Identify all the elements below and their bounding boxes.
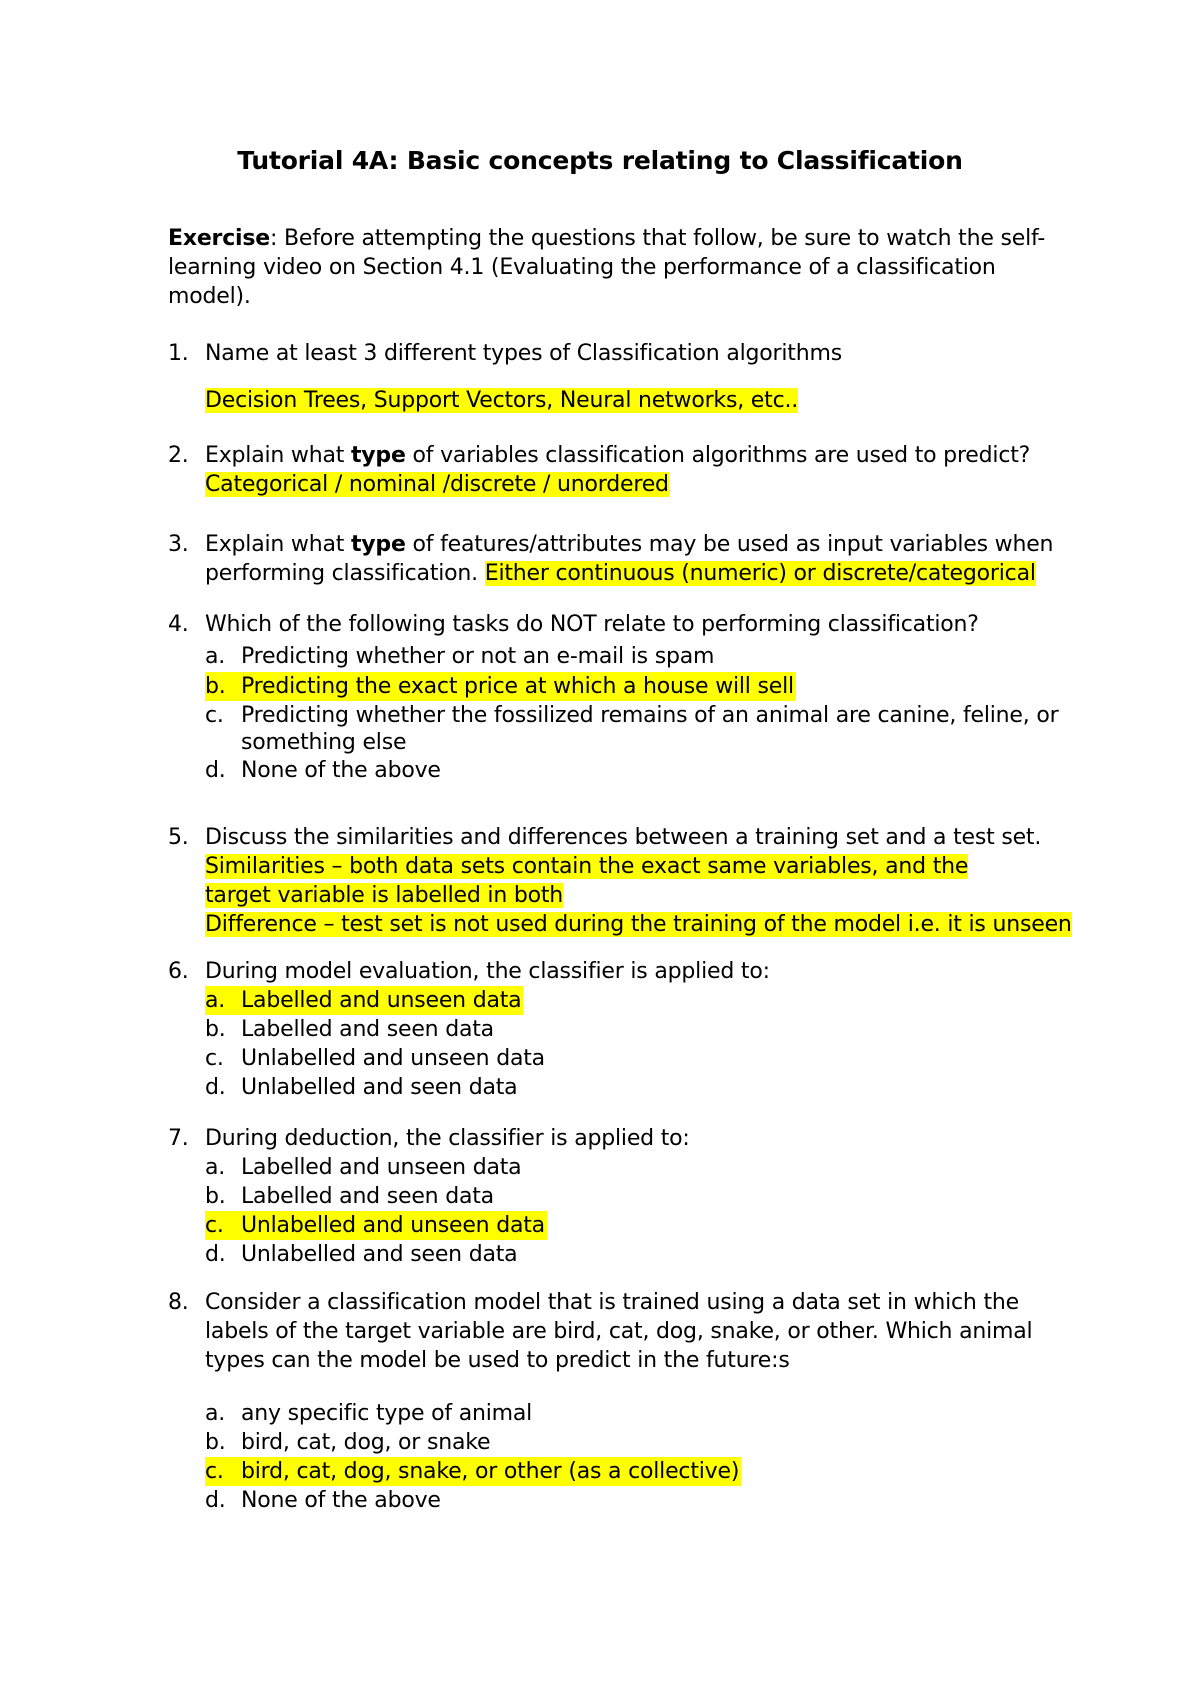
option-letter: b. [205,1017,226,1042]
option-text: bird, cat, dog, or snake [241,1430,491,1455]
question-text: Which of the following tasks do NOT relate to performing classification? [205,612,979,637]
question-text [205,441,1088,470]
option-d [205,1073,1088,1102]
option-a [205,642,1088,672]
option-letter: d. [205,1242,226,1267]
question-number: 2. [168,443,189,468]
question-text: Consider a classification model that is trained using a data set in which the labels of the target variable are bird, cat, dog, snake, or other. Which animal types can the model be used to predict in the future:s [205,1290,1033,1373]
question-7 [168,1124,1088,1269]
answer-highlight: Either continuous (numeric) or discrete/categorical [484,561,1036,586]
answer-difference: Difference – test set is not used during the training of the model i.e. it is unseen [205,912,1072,937]
option-c [205,1044,1088,1073]
option-letter: d. [205,758,226,783]
option-a [205,1153,1088,1182]
question-6 [168,957,1088,1102]
option-text: Labelled and unseen data [241,988,522,1013]
question-2 [168,441,1088,499]
option-c [205,701,1088,756]
answer-similarities: Similarities – both data sets contain the exact same variables, and the target variable is labelled in both [205,854,969,908]
question-text-bold: type [350,532,406,557]
option-text: Labelled and seen data [241,1017,494,1042]
option-letter: c. [205,1213,224,1238]
question-number: 1. [168,341,189,366]
options-list [205,986,1088,1102]
question-text-post: of features/attributes may be used as input variables when performing classification. [205,532,1054,586]
option-letter: b. [205,1184,226,1209]
question-text: During deduction, the classifier is applied to: [205,1126,690,1151]
exercise-intro [168,224,1068,311]
option-letter: c. [205,703,224,728]
exercise-label: Exercise [168,226,270,251]
question-text-post: of variables classification algorithms are used to predict? [405,443,1031,468]
option-b [205,1428,1088,1457]
option-text: Unlabelled and unseen data [241,1213,545,1238]
option-letter: a. [205,1401,226,1426]
option-text: Predicting whether the fossilized remains of an animal are canine, feline, or something else [241,703,1059,755]
option-letter: b. [205,1430,226,1455]
page-title: Tutorial 4A: Basic concepts relating to Classification [237,146,963,175]
option-c [205,1211,1088,1240]
options-list [205,642,1088,786]
option-a [205,986,1088,1015]
question-1 [168,339,1088,415]
question-4 [168,610,1088,786]
option-d [205,1240,1088,1269]
question-number: 5. [168,825,189,850]
option-letter: d. [205,1075,226,1100]
option-letter: a. [205,1155,226,1180]
option-text: Unlabelled and seen data [241,1242,518,1267]
option-letter: c. [205,1046,224,1071]
option-text: Predicting whether or not an e-mail is spam [241,644,715,669]
option-letter: b. [205,673,226,699]
question-text-bold: type [350,443,406,468]
option-b [205,1182,1088,1211]
option-letter: a. [205,988,226,1013]
option-b [205,1015,1088,1044]
question-number: 8. [168,1290,189,1315]
option-text: None of the above [241,1488,441,1513]
option-letter: c. [205,1459,224,1484]
option-d [205,1486,1088,1515]
answer-highlight: Categorical / nominal /discrete / unordered [205,472,669,497]
question-text-pre: Explain what [205,532,351,557]
question-8 [168,1288,1088,1515]
options-list [205,1153,1088,1269]
option-text: Labelled and seen data [241,1184,494,1209]
exercise-text: : Before attempting the questions that follow, be sure to watch the self-learning video on Section 4.1 (Evaluating the performance of a classification model). [168,226,1046,309]
answer-highlight: Decision Trees, Support Vectors, Neural networks, etc.. [205,388,799,413]
option-letter: d. [205,1488,226,1513]
question-text-pre: Explain what [205,443,351,468]
question-text: Name at least 3 different types of Classification algorithms [205,341,842,366]
option-a [205,1399,1088,1428]
option-text: Unlabelled and unseen data [241,1046,545,1071]
option-text: bird, cat, dog, snake, or other (as a collective) [241,1459,740,1484]
option-text: None of the above [241,758,441,783]
question-number: 7. [168,1126,189,1151]
option-letter: a. [205,644,226,669]
question-text: Discuss the similarities and differences between a training set and a test set. [205,825,1042,850]
option-c [205,1457,1088,1486]
option-d [205,756,1088,786]
question-number: 3. [168,532,189,557]
option-b [205,672,1088,702]
question-number: 6. [168,959,189,984]
options-list [205,1399,1088,1515]
option-text: Labelled and unseen data [241,1155,522,1180]
question-3 [168,530,1088,588]
option-text: Unlabelled and seen data [241,1075,518,1100]
question-text: During model evaluation, the classifier is applied to: [205,959,770,984]
question-number: 4. [168,612,189,637]
question-5 [168,823,1088,939]
option-text: any specific type of animal [241,1401,533,1426]
option-text: Predicting the exact price at which a house will sell [241,673,794,699]
